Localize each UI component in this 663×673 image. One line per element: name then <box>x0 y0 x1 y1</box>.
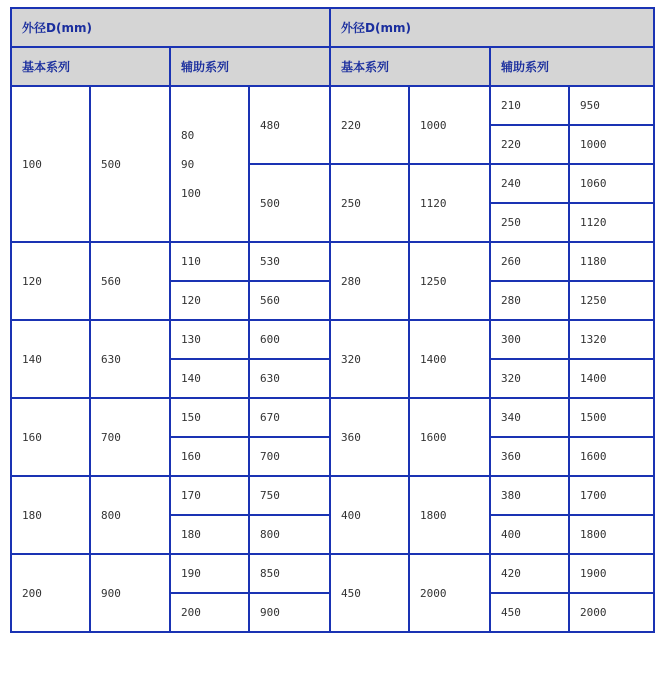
table-row <box>11 320 654 359</box>
left-aux-cell: 750 <box>249 476 330 515</box>
right-aux-cell: 1400 <box>569 359 654 398</box>
right-aux-cell: 1500 <box>569 398 654 437</box>
left-aux-cell: 560 <box>249 281 330 320</box>
right-basic-cell: 1250 <box>409 242 490 320</box>
left-aux-cell: 500 <box>249 164 330 242</box>
right-aux-cell: 1060 <box>569 164 654 203</box>
right-basic-cell: 250 <box>330 164 409 242</box>
left-aux-cell: 630 <box>249 359 330 398</box>
right-basic-cell: 1000 <box>409 86 490 164</box>
right-basic-cell: 1400 <box>409 320 490 398</box>
right-aux-cell: 360 <box>490 437 569 476</box>
left-aux-cell: 900 <box>249 593 330 632</box>
left-basic-cell: 800 <box>90 476 170 554</box>
right-aux-cell: 220 <box>490 125 569 164</box>
right-basic-cell: 1600 <box>409 398 490 476</box>
left-aux-cell: 480 <box>249 86 330 164</box>
left-basic-cell: 120 <box>11 242 90 320</box>
right-aux-cell: 400 <box>490 515 569 554</box>
left-aux-cell: 800 <box>249 515 330 554</box>
left-basic-cell: 200 <box>11 554 90 632</box>
table-row <box>11 86 654 125</box>
left-basic-cell: 500 <box>90 86 170 242</box>
diameter-table-container <box>10 7 655 633</box>
right-aux-cell: 300 <box>490 320 569 359</box>
left-basic-cell: 100 <box>11 86 90 242</box>
left-aux-cell: 600 <box>249 320 330 359</box>
header-row-series <box>11 47 654 86</box>
right-aux-cell: 1320 <box>569 320 654 359</box>
table-row <box>11 242 654 281</box>
left-aux-cell: 850 <box>249 554 330 593</box>
table-row <box>11 554 654 593</box>
right-basic-cell: 2000 <box>409 554 490 632</box>
left-aux-cell: 530 <box>249 242 330 281</box>
right-aux-cell: 2000 <box>569 593 654 632</box>
left-aux-cell: 160 <box>170 437 249 476</box>
right-aux-cell: 1700 <box>569 476 654 515</box>
right-aux-cell: 1000 <box>569 125 654 164</box>
left-aux-value: 100 <box>181 186 201 200</box>
right-aux-cell: 950 <box>569 86 654 125</box>
left-basic-cell: 160 <box>11 398 90 476</box>
right-title-header: 外径D(mm) <box>330 8 654 47</box>
left-basic-cell: 630 <box>90 320 170 398</box>
right-aux-cell: 1800 <box>569 515 654 554</box>
right-aux-cell: 210 <box>490 86 569 125</box>
right-basic-cell: 320 <box>330 320 409 398</box>
left-aux-cell: 130 <box>170 320 249 359</box>
right-aux-cell: 260 <box>490 242 569 281</box>
right-basic-cell: 220 <box>330 86 409 164</box>
right-aux-cell: 450 <box>490 593 569 632</box>
left-aux-cell: 110 <box>170 242 249 281</box>
left-aux-value: 80 <box>181 128 195 142</box>
right-aux-cell: 420 <box>490 554 569 593</box>
left-aux-cell: 190 <box>170 554 249 593</box>
left-aux-series-header: 辅助系列 <box>170 47 330 86</box>
left-basic-cell: 180 <box>11 476 90 554</box>
header-row-title <box>11 8 654 47</box>
left-aux-cell: 120 <box>170 281 249 320</box>
right-aux-cell: 1180 <box>569 242 654 281</box>
left-aux-stack-cell <box>170 86 249 242</box>
left-aux-cell: 170 <box>170 476 249 515</box>
left-basic-cell: 700 <box>90 398 170 476</box>
table-row <box>11 398 654 437</box>
right-basic-cell: 280 <box>330 242 409 320</box>
right-basic-cell: 1800 <box>409 476 490 554</box>
left-aux-cell: 180 <box>170 515 249 554</box>
right-basic-cell: 400 <box>330 476 409 554</box>
outer-diameter-table <box>10 7 655 633</box>
right-basic-cell: 1120 <box>409 164 490 242</box>
left-aux-cell: 670 <box>249 398 330 437</box>
right-aux-series-header: 辅助系列 <box>490 47 654 86</box>
left-title-header: 外径D(mm) <box>11 8 330 47</box>
right-aux-cell: 1120 <box>569 203 654 242</box>
right-basic-cell: 450 <box>330 554 409 632</box>
right-aux-cell: 1900 <box>569 554 654 593</box>
right-basic-cell: 360 <box>330 398 409 476</box>
right-aux-cell: 240 <box>490 164 569 203</box>
right-aux-cell: 340 <box>490 398 569 437</box>
left-basic-cell: 900 <box>90 554 170 632</box>
right-aux-cell: 1600 <box>569 437 654 476</box>
left-basic-cell: 140 <box>11 320 90 398</box>
left-aux-cell: 200 <box>170 593 249 632</box>
right-aux-cell: 380 <box>490 476 569 515</box>
left-aux-value: 90 <box>181 157 195 171</box>
right-aux-cell: 250 <box>490 203 569 242</box>
left-basic-cell: 560 <box>90 242 170 320</box>
left-basic-series-header: 基本系列 <box>11 47 170 86</box>
right-basic-series-header: 基本系列 <box>330 47 490 86</box>
left-aux-cell: 700 <box>249 437 330 476</box>
left-aux-cell: 150 <box>170 398 249 437</box>
right-aux-cell: 320 <box>490 359 569 398</box>
table-row <box>11 476 654 515</box>
left-aux-cell: 140 <box>170 359 249 398</box>
right-aux-cell: 1250 <box>569 281 654 320</box>
right-aux-cell: 280 <box>490 281 569 320</box>
